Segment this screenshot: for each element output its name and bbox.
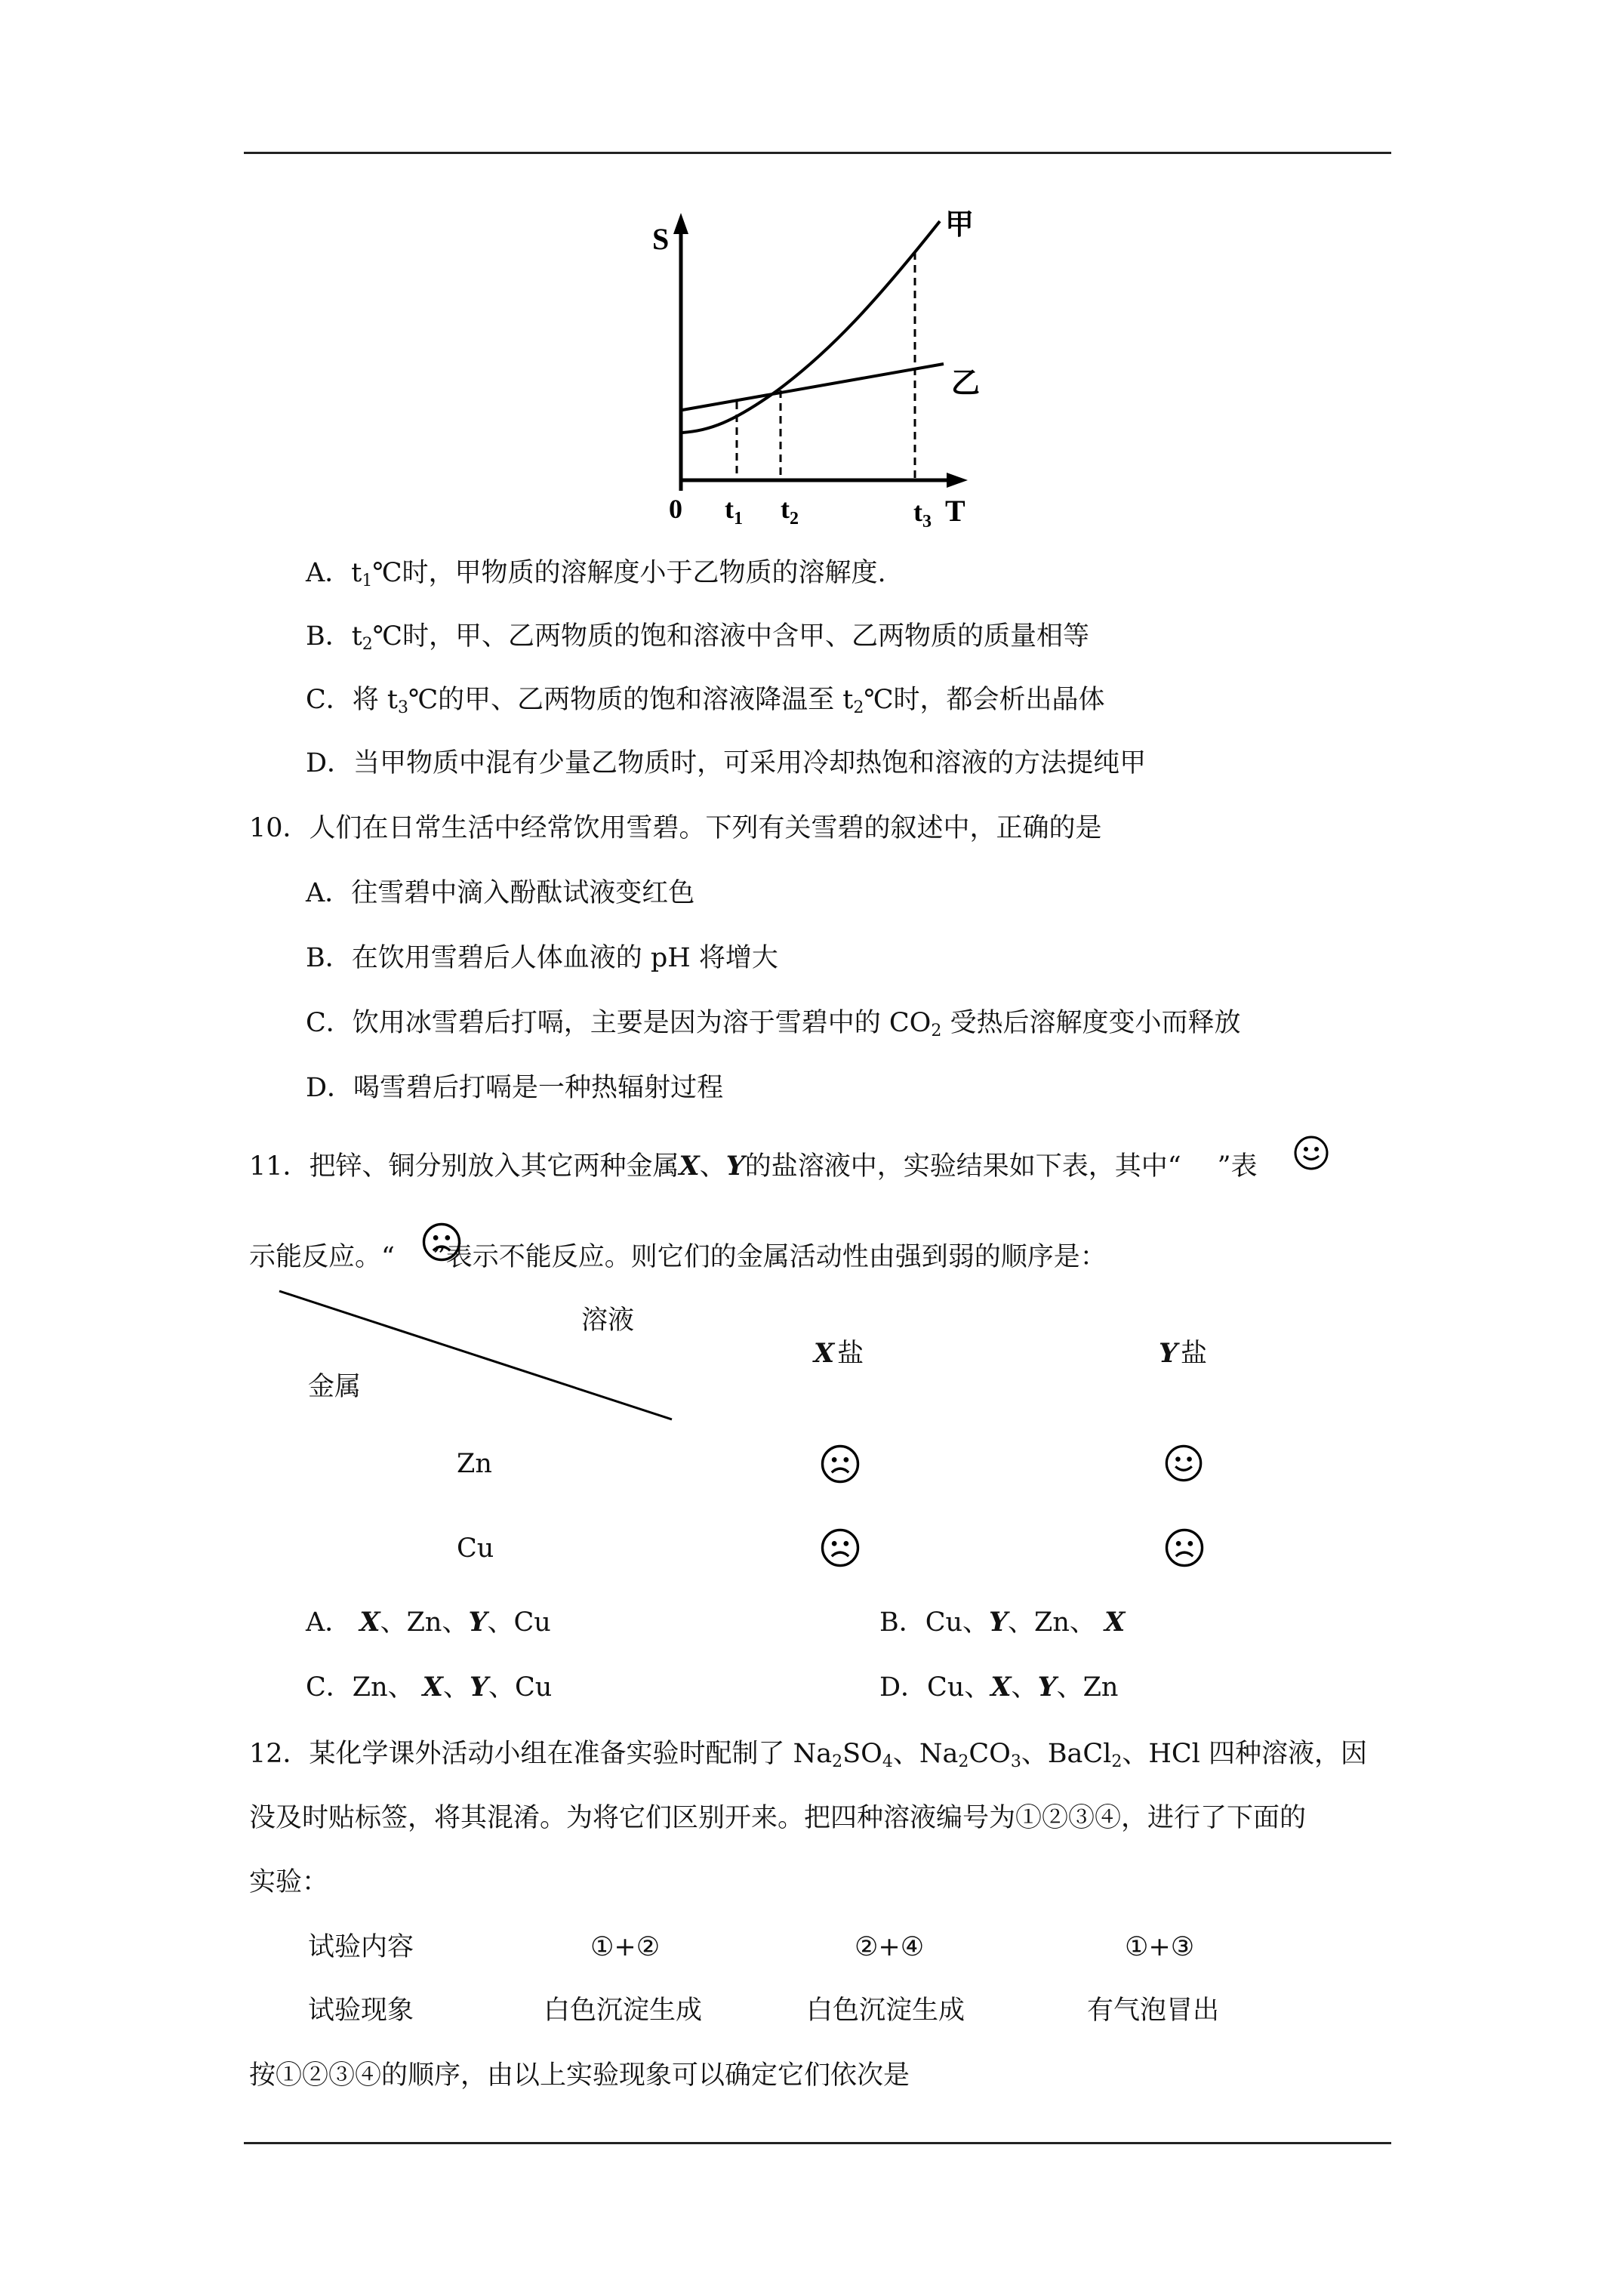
q12-row2-header: 试验现象	[308, 1996, 414, 2026]
q12-row2-col3: 有气泡冒出	[1087, 1996, 1220, 2026]
header-rule	[244, 152, 1391, 154]
q12-row1-col2: ②+④	[855, 1932, 925, 1962]
zn-x-frown-icon	[819, 1443, 861, 1485]
tick-label-t2: $t_2$	[781, 494, 799, 529]
origin-label: 0	[669, 494, 682, 524]
smile-icon	[1292, 1134, 1330, 1172]
q9-option-d: D．当甲物质中混有少量乙物质时，可采用冷却热饱和溶液的方法提纯甲	[306, 748, 1147, 778]
tick-label-t1: $t_1$	[725, 494, 743, 529]
curve-jia	[682, 221, 940, 433]
q10-option-b: B．在饮用雪碧后人体血液的 pH 将增大	[306, 943, 778, 973]
q10-stem: 10．人们在日常生活中经常饮用雪碧。下列有关雪碧的叙述中，正确的是	[249, 813, 1102, 843]
cu-x-frown-icon	[819, 1527, 861, 1569]
q11-option-b: B．Cu、Y、Zn、 X	[879, 1607, 1126, 1638]
zn-y-smile-icon	[1163, 1443, 1204, 1484]
q11-option-c: C．Zn、 X、Y、Cu	[306, 1672, 553, 1703]
q10-option-d: D．喝雪碧后打嗝是一种热辐射过程	[306, 1073, 724, 1103]
frown-icon	[420, 1221, 463, 1263]
table-row-metal-cu: Cu	[457, 1533, 494, 1564]
q12-row2-col2: 白色沉淀生成	[806, 1996, 965, 2026]
cu-y-frown-icon	[1163, 1527, 1206, 1569]
series-label-jia: 甲	[945, 208, 975, 241]
q9-option-c: C．将 $t_3℃$的甲、乙两物质的饱和溶液降温至 $t_2℃$时，都会析出晶体	[306, 685, 1105, 717]
x-axis-arrow	[947, 473, 968, 488]
tick-label-t3: $t_3$	[913, 497, 932, 532]
q9-option-b: B．$t_2℃$时，甲、乙两物质的饱和溶液中含甲、乙两物质的质量相等	[306, 621, 1089, 654]
q10-option-a: A．往雪碧中滴入酚酞试液变红色	[306, 878, 695, 908]
q11-option-d: D．Cu、X、Y、Zn	[879, 1672, 1119, 1703]
table-header-x-salt: X 盐	[814, 1338, 864, 1369]
table-corner-metal: 金属	[308, 1372, 362, 1402]
q12-stem-line1: 12．某化学课外活动小组在准备实验时配制了 $Na_2SO_4$、$Na_2CO_3$、BaCl$_2$、HCl 四种溶液，因	[249, 1739, 1367, 1771]
line-yi	[682, 364, 944, 410]
q12-row1-col1: ①+②	[590, 1932, 661, 1962]
q10-option-c: C．饮用冰雪碧后打嗝，主要是因为溶于雪碧中的 $CO_2$ 受热后溶解度变小而释放	[306, 1008, 1241, 1040]
q12-stem-line3: 实验：	[249, 1867, 329, 1897]
q12-final-line: 按①②③④的顺序，由以上实验现象可以确定它们依次是	[249, 2060, 910, 2091]
q11-option-a: A． X、Zn、Y、Cu	[306, 1607, 551, 1638]
table-header-y-salt: Y 盐	[1159, 1338, 1208, 1369]
y-axis-arrow	[673, 213, 688, 234]
solubility-chart	[619, 204, 1012, 536]
q12-row1-header: 试验内容	[308, 1932, 414, 1962]
series-label-yi: 乙	[951, 366, 981, 399]
footer-rule	[244, 2142, 1391, 2144]
q9-option-a: A．$t_1℃$时，甲物质的溶解度小于乙物质的溶解度.	[306, 558, 886, 590]
x-axis-label: T	[945, 494, 965, 528]
q12-stem-line2: 没及时贴标签，将其混淆。为将它们区别开来。把四种溶液编号为①②③④，进行了下面的	[249, 1803, 1307, 1833]
y-axis-label: S	[652, 222, 670, 256]
q11-stem-line1: 11．把锌、铜分别放入其它两种金属X、Y的盐溶液中，实验结果如下表，其中“ ”表	[249, 1151, 1258, 1182]
table-corner-solution: 溶液	[581, 1305, 635, 1336]
q12-row2-col1: 白色沉淀生成	[544, 1996, 703, 2026]
table-row-metal-zn: Zn	[457, 1449, 492, 1479]
q12-row1-col3: ①+③	[1125, 1932, 1195, 1962]
q11-stem-line2: 示能反应。“ ”表示不能反应。则它们的金属活动性由强到弱的顺序是：	[249, 1242, 1107, 1272]
